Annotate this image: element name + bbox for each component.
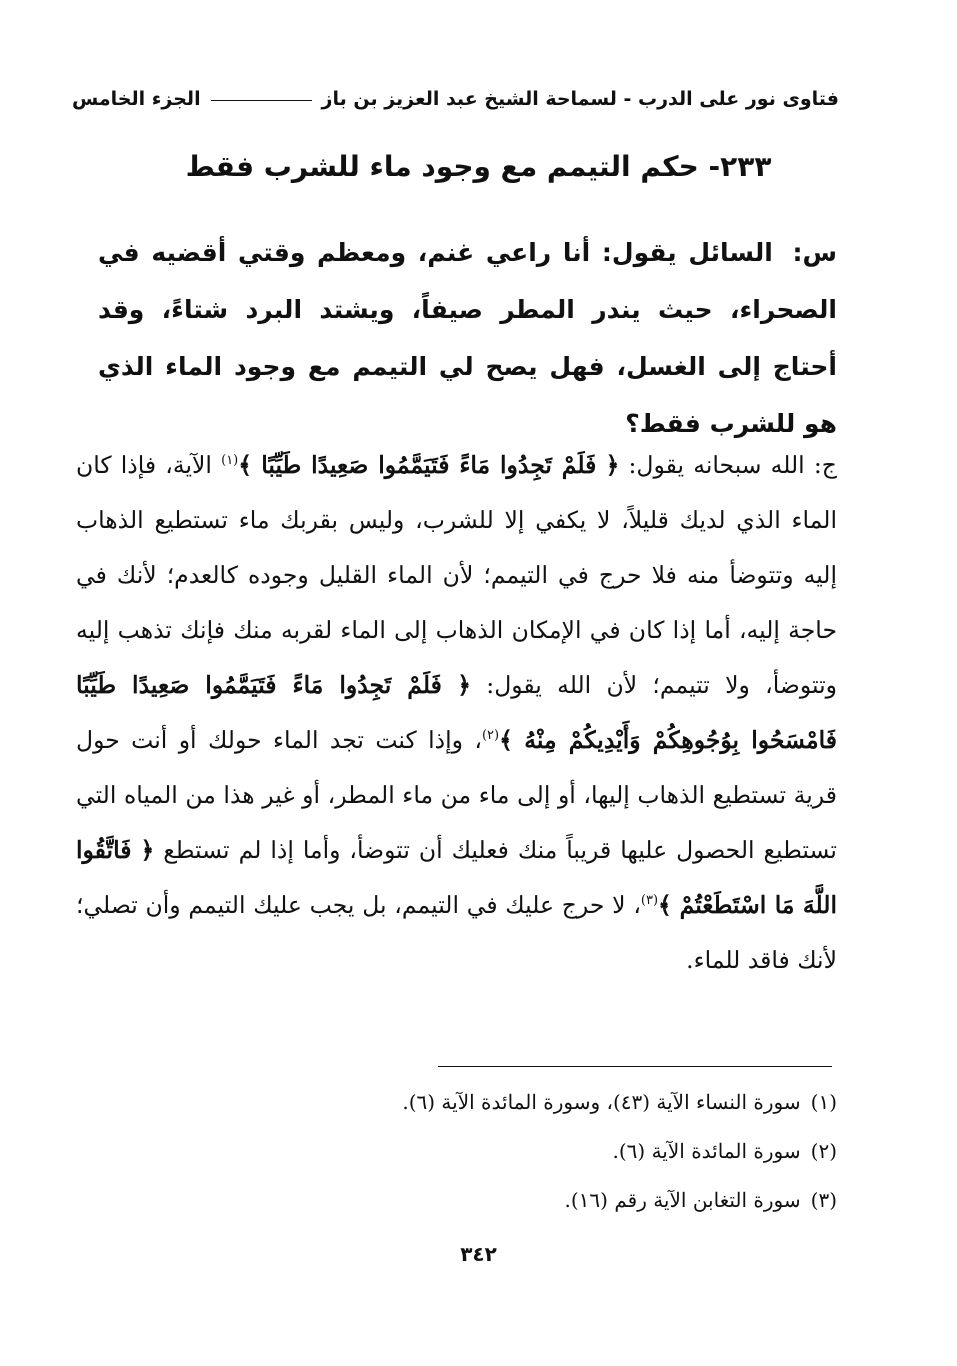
footnote-text: سورة النساء الآية (٤٣)، وسورة المائدة الآية (٦). [402, 1090, 801, 1114]
answer-intro: الله سبحانه يقول: [628, 451, 805, 479]
footnote-text: سورة المائدة الآية (٦). [612, 1139, 801, 1163]
footnote-number: (١) [810, 1090, 837, 1114]
footnote-item [120, 1176, 837, 1225]
question-text: السائل يقول: أنا راعي غنم، ومعظم وقتي أقضيه في الصحراء، حيث يندر المطر صيفاً، ويشتد البرد شتاءً، وقد أحتاج إلى الغسل، فهل يصح لي التيمم مع وجود الماء الذي هو للشرب فقط؟ [98, 238, 837, 438]
footnote-ref: (٣) [640, 893, 659, 909]
footnote-text: سورة التغابن الآية رقم (١٦). [564, 1188, 801, 1212]
question-label: س: [792, 238, 837, 267]
answer-block [76, 438, 837, 988]
header-volume: الجزء الخامس [72, 88, 201, 110]
footnote-divider [438, 1066, 832, 1067]
ornate-bracket-open-icon: ﴿ [140, 836, 155, 864]
ayah-quote: فَاتَّقُوا اللَّهَ مَا اسْتَطَعْتُمْ [76, 836, 837, 919]
ornate-bracket-open-icon: ﴿ [605, 451, 620, 479]
ornate-bracket-close-icon: ﴾ [499, 726, 513, 754]
answer-text: ، وإذا كنت تجد الماء حولك أو أنت حول قرية تستطيع الذهاب إليها، أو إلى ماء من ماء المطر، أو غير هذا من المياه التي تستطيع الحصول عليها قريباً منك فعليك أن تتوضأ، وأما إذا لم تستطع [76, 726, 837, 864]
question-block [98, 224, 837, 452]
ornate-bracket-close-icon: ﴾ [658, 891, 672, 919]
fatwa-title: ٢٣٣- حكم التيمم مع وجود ماء للشرب فقط [185, 150, 772, 183]
footnote-item [120, 1127, 837, 1176]
footnote-item [120, 1078, 837, 1127]
footnote-ref: (١) [221, 453, 239, 469]
footnote-ref: (٢) [481, 728, 500, 744]
footnote-number: (٣) [810, 1188, 837, 1212]
footnotes [120, 1078, 837, 1225]
running-header [72, 88, 839, 110]
answer-text: ، لا حرج عليك في التيمم، بل يجب عليك التيمم وأن تصلي؛ لأنك فاقد للماء. [76, 891, 837, 974]
ayah-quote: فَلَمْ تَجِدُوا مَاءً فَتَيَمَّمُوا صَعِيدًا طَيِّبًا فَامْسَحُوا بِوُجُوهِكُمْ وَأَيْدِيكُمْ مِنْهُ [76, 671, 837, 754]
page-number: ٣٤٢ [460, 1242, 497, 1266]
answer-label: ج: [813, 451, 837, 479]
ornate-bracket-open-icon: ﴿ [457, 671, 471, 699]
footnote-number: (٢) [810, 1139, 837, 1163]
header-rule [211, 100, 312, 101]
answer-text: الآية، فإذا كان الماء الذي لديك قليلاً، لا يكفي إلا للشرب، وليس بقربك ماء تستطيع الذهاب إليه وتتوضأ منه فلا حرج في التيمم؛ لأن الماء القليل وجوده كالعدم؛ لأنك في حاجة إليه، أما إذا كان في الإمكان الذهاب إلى الماء لقربه منك فإنك تذهب إليه وتتوضأ، ولا تتيمم؛ لأن الله يقول: [76, 451, 837, 699]
header-book-title: فتاوى نور على الدرب - لسماحة الشيخ عبد العزيز بن باز [321, 88, 839, 110]
ayah-quote: فَلَمْ تَجِدُوا مَاءً فَتَيَمَّمُوا صَعِيدًا طَيِّبًا [261, 451, 597, 479]
ornate-bracket-close-icon: ﴾ [238, 451, 253, 479]
